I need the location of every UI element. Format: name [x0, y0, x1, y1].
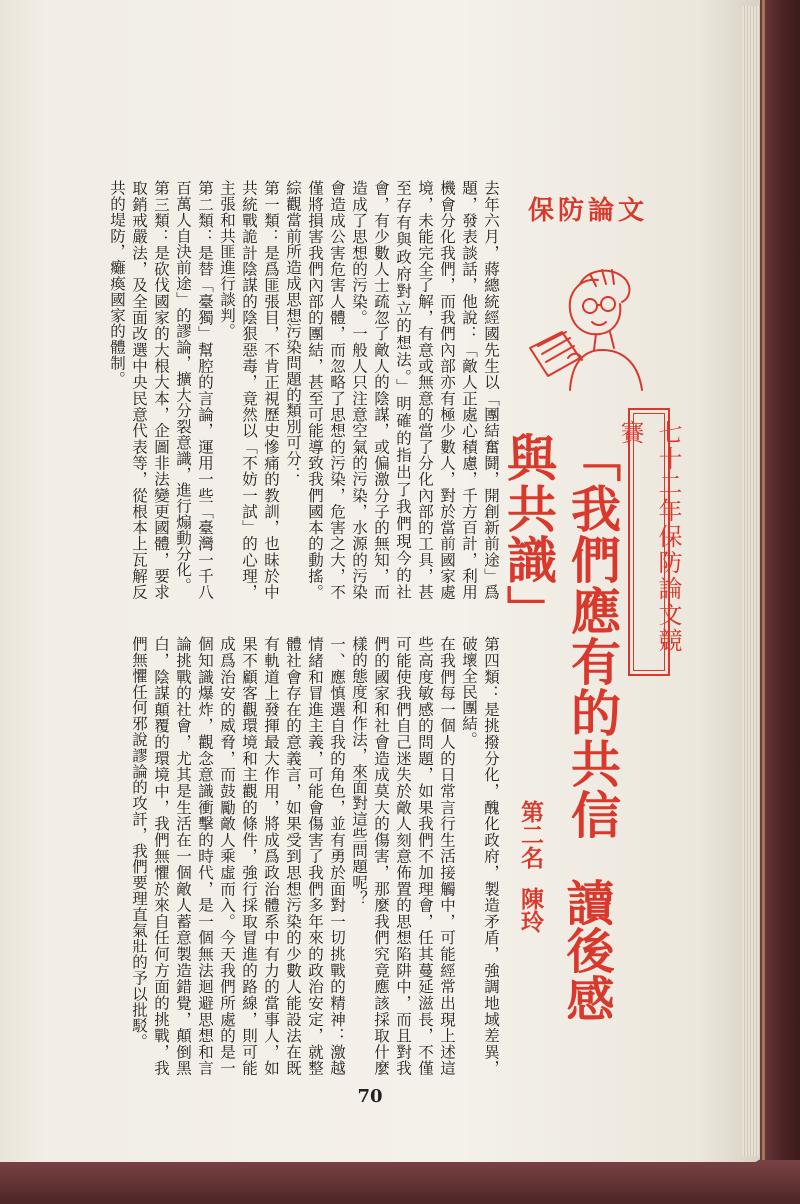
page-number: 70	[357, 1086, 383, 1107]
body-paragraph: 在我們每一個人的日常言行生活接觸中，可能經常出現上述這些高度敏感的問題，如果我們不加理會，任其蔓延滋長，不僅可能使我們自己迷失於敵人刻意佈置的思想陷阱中，而且對我們的國家和社會造成莫大的傷害，那麼我們究竟應該採取什麼樣的態度和作法，來面對這些問題呢？	[350, 636, 456, 1076]
body-paragraph: 一、應慎選自我的角色，並有勇於面對一切挑戰的精神：激越情緒和冒進主義，可能會傷害了我們多年來的政治安定，就整體社會存在的意義言，如果受到思想污染的少數人能設法在既有軌道上發揮最大作用，將成爲政治體系中有力的當事人，如果不顧客觀環境和主觀的條件，強行採取冒進的路線，則可能成爲治安的威脅，而鼓勵敵人乘虛而入。今天我們所處的是一個知識爆炸，觀念意識衝擊的時代，是一個無法迴避思想和言論挑戰的社會，尤其是生活在一個敵人蓄意製造錯覺，顛倒黑白，陰謀顛覆的環境中，我們無懼於來自任何方面的挑戰，我們無懼任何邪說謬論的攻訐，我們要理直氣壯的予以批駁。	[130, 636, 346, 1076]
page-edges	[742, 6, 760, 1156]
reader-illustration	[510, 240, 670, 400]
column-label: 保防論文	[528, 196, 649, 226]
body-text-lower	[70, 636, 502, 1076]
contest-label: 七十二年保防論文競賽	[616, 420, 682, 654]
author-rank: 第二名	[517, 800, 544, 869]
body-paragraph: 第三類：是砍伐國家的大根大本，企圖非法變更國體，要求取銷戒嚴法，及全面改選中央民意代表等，從根本上瓦解反共的堤防，癱瘓國家的體制。	[108, 180, 170, 600]
body-paragraph: 第二類：是替「臺獨」幫腔的言論，運用一些「臺灣一千八百萬人自決前途」的謬論，擴大分裂意識，進行煽動分化。	[174, 180, 214, 600]
author-name: 陳玲	[517, 887, 544, 933]
article-title-suffix: 讀後感	[558, 878, 614, 1022]
body-text-upper	[70, 180, 502, 600]
body-paragraph: 第一類：是爲匪張目，不肯正視歷史慘痛的教訓，也昧於中共統戰詭計陰謀的陰狠惡毒，竟然以「不妨一試」的心理，主張和共匪進行談判。	[218, 180, 280, 600]
book-binding	[760, 0, 800, 1204]
contest-badge	[616, 408, 682, 676]
article-title: 「我們應有的共信與共識」	[499, 432, 622, 840]
body-paragraph: 去年六月，蔣總統經國先生以「團結奮鬪，開創新前途」爲題，發表談話，他說：「敵人正處心積慮，千方百計，利用機會分化我們，而我們內部亦有極少數人，對於當前國家處境，未能完全了解，有意或無意的當了分化內部的工具，甚至存有與政府對立的想法。」明確的指出了我們現今的社會，有少數人士疏忽了敵人的陰謀，或偏激分子的無知，而造成了思想的污染。一般人只注意空氣的污染，水源的污染會造成公害危害人體，而忽略了思想的污染，危害之大，不僅將損害我們內部的團結，甚至可能導致我們國本的動搖。綜觀當前所造成思想污染問題的類別可分：	[284, 180, 500, 600]
author-byline	[508, 800, 548, 1080]
book-cover-edge	[0, 1160, 800, 1204]
body-paragraph: 第四類：是挑撥分化，醜化政府，製造矛盾，強調地域差異，破壞全民團結。	[460, 636, 500, 1076]
